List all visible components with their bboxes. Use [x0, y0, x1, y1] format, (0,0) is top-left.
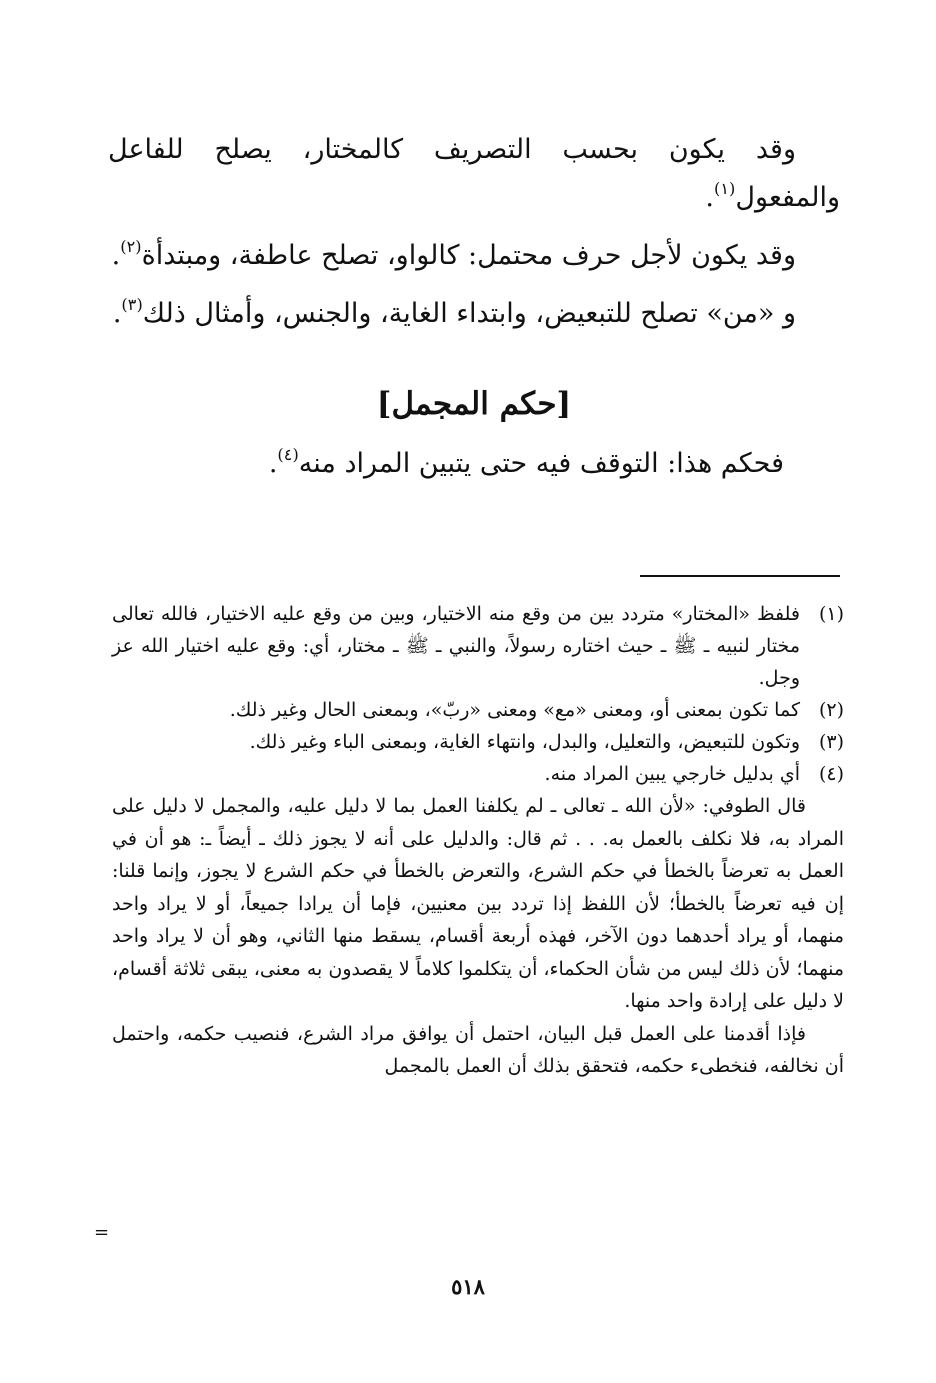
footnote-reference: (٢)	[120, 236, 142, 256]
footnote-number: (٤)	[818, 763, 844, 785]
footnote-separator	[640, 575, 840, 577]
paragraph-text: و «من» تصلح للتبعيض، وابتداء الغاية، والجنس، وأمثال ذلك	[142, 298, 796, 329]
period: .	[268, 448, 278, 479]
paragraph-text: وقد يكون بحسب التصريف كالمختار، يصلح للفاعل والمفعول	[108, 134, 840, 213]
footnote-paragraph: فإذا أقدمنا على العمل قبل البيان، احتمل أن يوافق مراد الشرع، فنصيب حكمه، واحتمل أن نخالفه، فنخطىء حكمه، فتحقق بذلك أن العمل بالمجمل	[112, 1022, 844, 1077]
footnote	[112, 694, 844, 726]
page-number: ٥١٨	[451, 1274, 485, 1299]
footnote-number: (٣)	[818, 731, 844, 753]
footnote	[112, 758, 844, 790]
footnote-reference: (٣)	[121, 294, 143, 314]
footnote-number: (٢)	[818, 699, 844, 721]
footnote	[112, 598, 844, 694]
main-paragraph	[108, 232, 840, 280]
period: .	[112, 298, 122, 329]
footnotes	[112, 598, 844, 1083]
main-text	[108, 126, 840, 488]
main-paragraph	[108, 290, 840, 338]
continuation-mark: =	[94, 1222, 110, 1243]
footnote	[112, 726, 844, 758]
footnote-number: (١)	[818, 603, 844, 625]
period: .	[111, 240, 121, 271]
paragraph-text: فحكم هذا: التوقف فيه حتى يتبين المراد منه	[298, 448, 784, 479]
footnote-text: فلفظ «المختار» متردد بين من وقع منه الاختيار، وبين من وقع عليه الاختيار، فالله تعالى مختار لنبيه ـ ﷺ ـ حيث اختاره رسولاً، والنبي ـ ﷺ ـ مختار، أي: وقع عليه اختيار الله عز وجل.	[112, 603, 800, 689]
footnote-text: كما تكون بمعنى أو، ومعنى «مع» ومعنى «ربّ»، وبمعنى الحال وغير ذلك.	[229, 699, 800, 721]
footnote-text: أي بدليل خارجي يبين المراد منه.	[544, 763, 800, 785]
footnote-reference: (١)	[714, 178, 736, 198]
section-heading: [حكم المجمل]	[376, 386, 572, 422]
period: .	[705, 182, 715, 213]
footnote-paragraph: قال الطوفي: «لأن الله ـ تعالى ـ لم يكلفنا العمل بما لا دليل عليه، والمجمل لا دليل على المراد به، فلا نكلف بالعمل به. . . ثم قال: والدليل على أنه لا يجوز ذلك ـ أيضاً ـ: هو أن في العمل به تعرضاً بالخطأ في حكم الشرع، والتعرض بالخطأ في حكم الشرع لا يجوز، وإنما قلنا: إن فيه تعرضاً بالخطأ؛ لأن اللفظ إذا تردد بين معنيين، فإما أن يرادا جميعاً، أو لا يراد واحد منهما، أو يراد أحدهما دون الآخر، فهذه أربعة أقسام، يسقط منها الثاني، وهو أن لا يراد واحد منهما؛ لأن ذلك ليس من شأن الحكماء، أن يتكلموا كلاماً لا يقصدون به معنى، يبقى ثلاثة أقسام، لا دليل على إرادة واحد منها.	[112, 795, 844, 1012]
main-paragraph	[108, 440, 840, 488]
main-paragraph	[108, 126, 840, 222]
footnote-text: وتكون للتبعيض، والتعليل، والبدل، وانتهاء الغاية، وبمعنى الباء وغير ذلك.	[249, 731, 800, 753]
paragraph-text: وقد يكون لأجل حرف محتمل: كالواو، تصلح عاطفة، ومبتدأة	[141, 240, 796, 271]
footnote-reference: (٤)	[277, 444, 299, 464]
